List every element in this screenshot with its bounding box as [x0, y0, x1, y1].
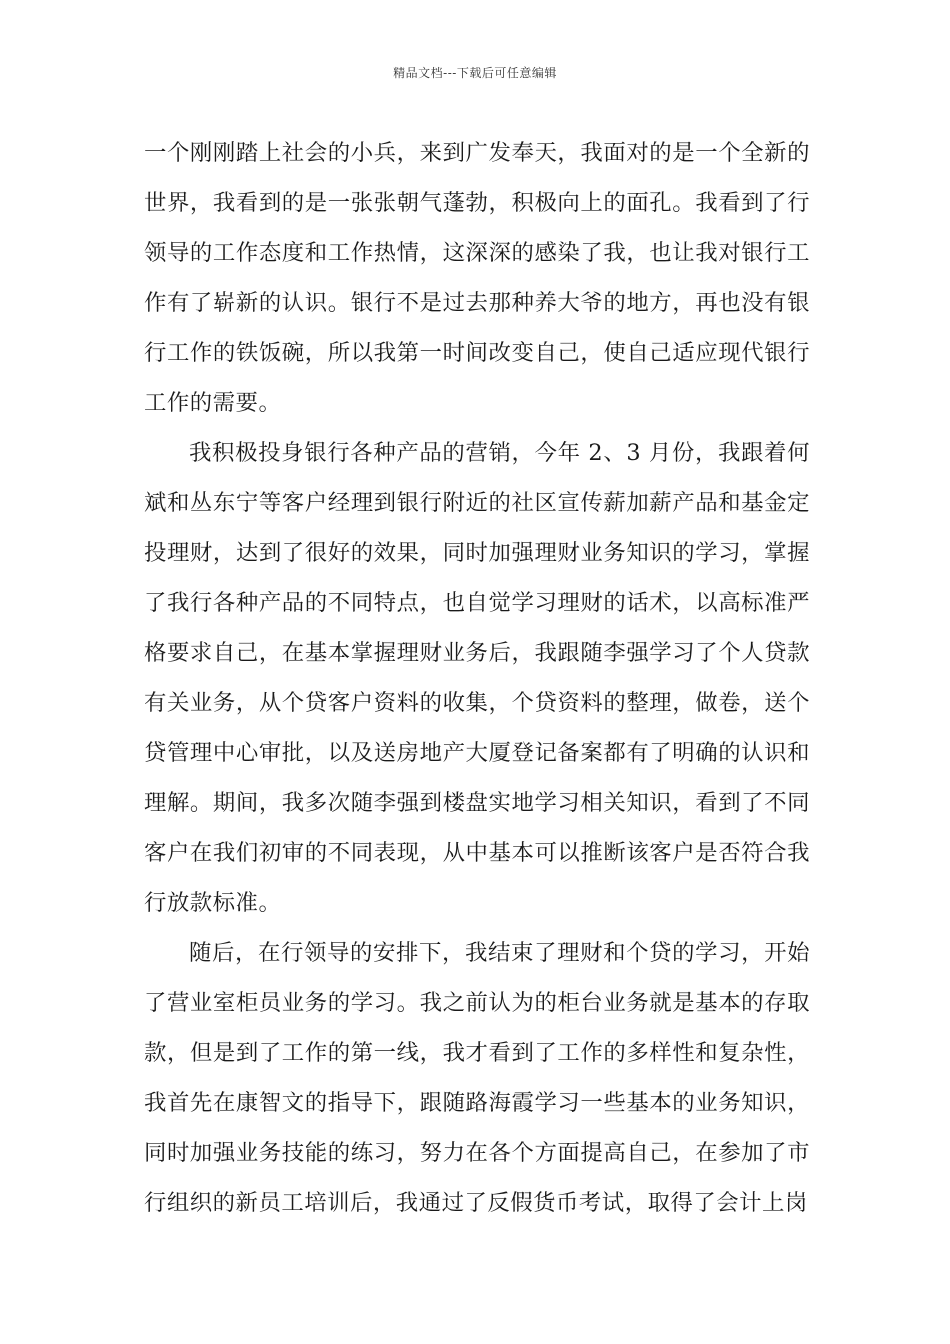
document-body	[144, 128, 810, 1228]
paragraph-1: 一个刚刚踏上社会的小兵，来到广发奉天，我面对的是一个全新的世界，我看到的是一张张朝气蓬勃，积极向上的面孔。我看到了行领导的工作态度和工作热情，这深深的感染了我，也让我对银行工作有了崭新的认识。银行不是过去那种养大爷的地方，再也没有银行工作的铁饭碗，所以我第一时间改变自己，使自己适应现代银行工作的需要。	[144, 140, 810, 416]
page-header: 精品文档---下载后可任意编辑	[393, 66, 557, 80]
paragraph-2: 我积极投身银行各种产品的营销，今年 2、3 月份，我跟着何斌和丛东宁等客户经理到银行附近的社区宣传薪加薪产品和基金定投理财，达到了很好的效果，同时加强理财业务知识的学习，掌握了我行各种产品的不同特点，也自觉学习理财的话术，以高标准严格要求自己，在基本掌握理财业务后，我跟随李强学习了个人贷款有关业务，从个贷客户资料的收集，个贷资料的整理，做卷，送个贷管理中心审批，以及送房地产大厦登记备案都有了明确的认识和理解。期间，我多次随李强到楼盘实地学习相关知识，看到了不同客户在我们初审的不同表现，从中基本可以推断该客户是否符合我行放款标准。	[144, 440, 810, 916]
paragraph-3: 随后，在行领导的安排下，我结束了理财和个贷的学习，开始了营业室柜员业务的学习。我之前认为的柜台业务就是基本的存取款，但是到了工作的第一线，我才看到了工作的多样性和复杂性，我首先在康智文的指导下，跟随路海霞学习一些基本的业务知识，同时加强业务技能的练习，努力在各个方面提高自己，在参加了市行组织的新员工培训后，我通过了反假货币考试，取得了会计上岗	[144, 940, 810, 1216]
